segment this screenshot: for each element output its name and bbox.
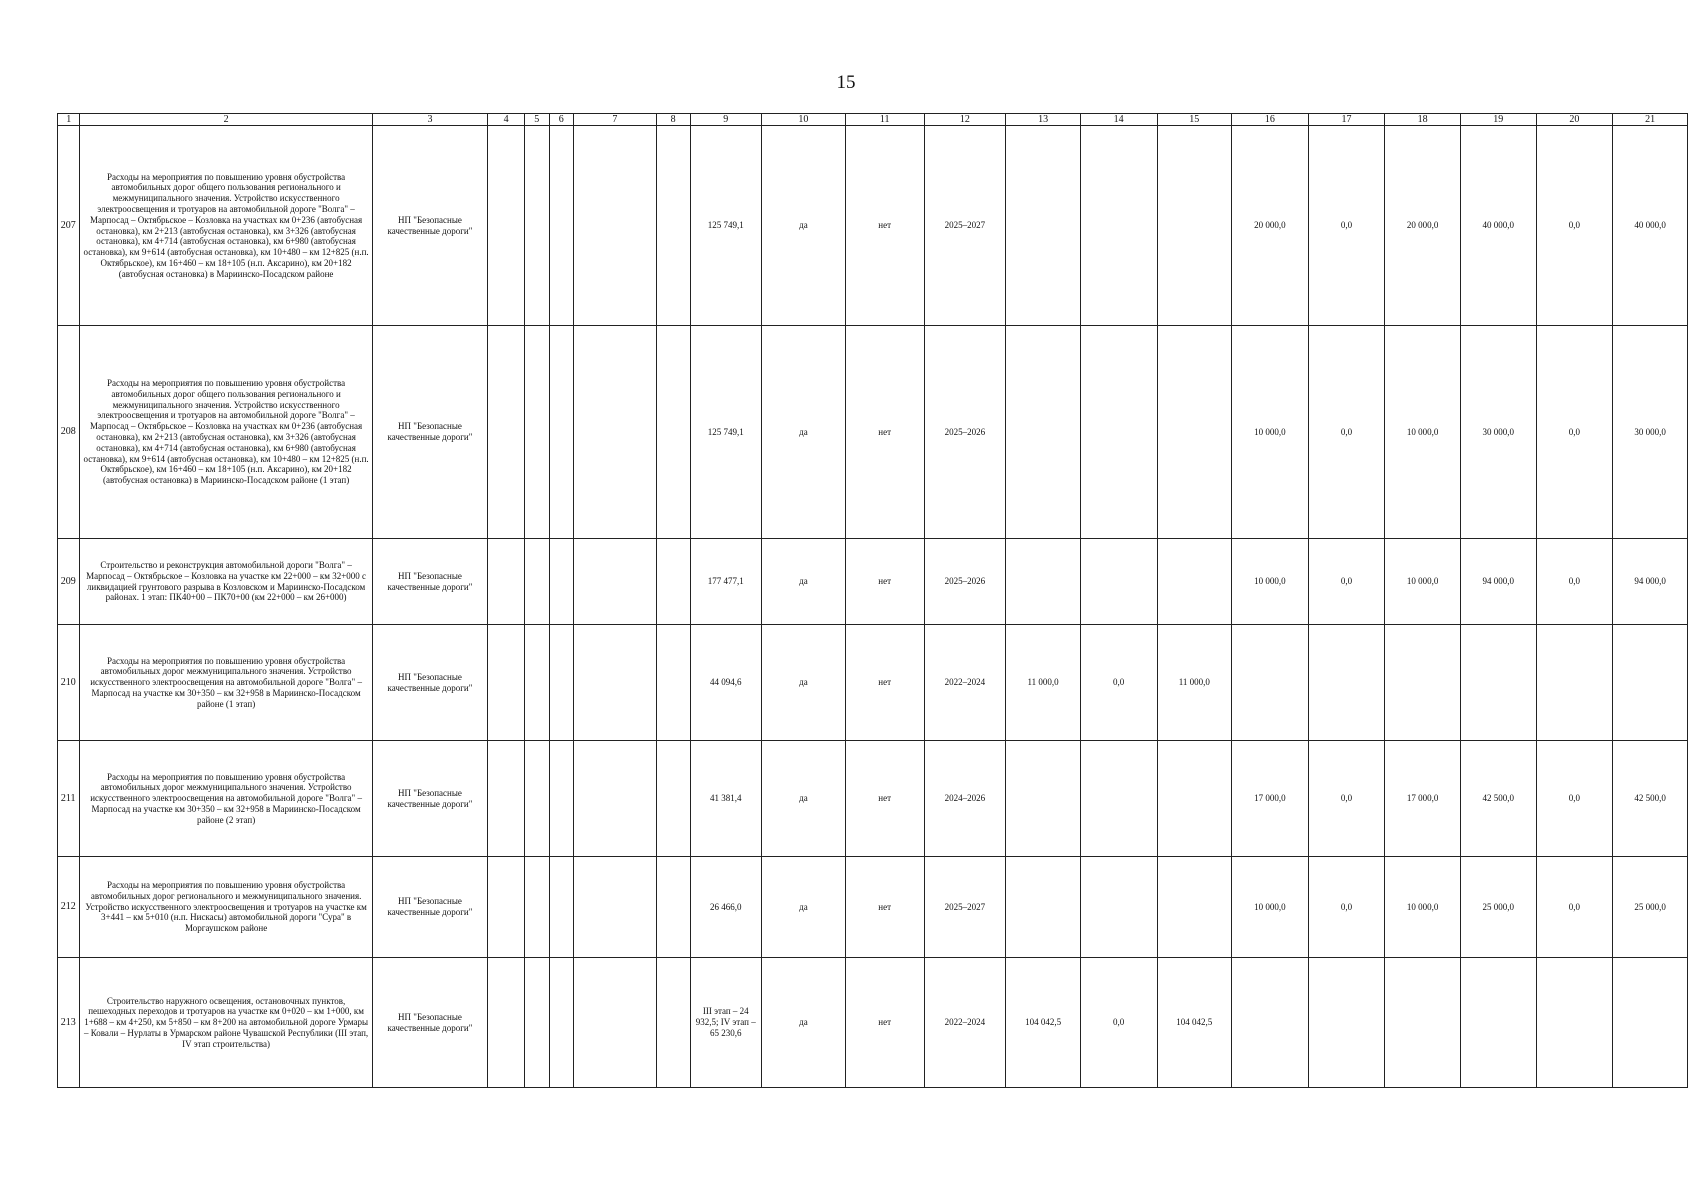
- empty-cell: [574, 625, 657, 741]
- amount-cell: 94 000,0: [1460, 539, 1536, 625]
- empty-cell: [524, 857, 549, 958]
- table-row: [58, 539, 1688, 625]
- empty-cell: [574, 539, 657, 625]
- empty-cell: [574, 741, 657, 857]
- amount-cell: [1613, 625, 1688, 741]
- empty-cell: [488, 539, 525, 625]
- column-number-cell: 13: [1006, 114, 1081, 126]
- amount-cell: 40 000,0: [1460, 126, 1536, 326]
- period-cell: 2025–2026: [924, 326, 1006, 539]
- column-number-cell: 4: [488, 114, 525, 126]
- empty-cell: [549, 326, 574, 539]
- column-number-cell: 11: [845, 114, 924, 126]
- column-number-cell: 6: [549, 114, 574, 126]
- amount-cell: [1613, 958, 1688, 1088]
- amount-cell: 20 000,0: [1385, 126, 1461, 326]
- flag-no-cell: нет: [845, 326, 924, 539]
- table-row: [58, 625, 1688, 741]
- column-number-cell: 18: [1385, 114, 1461, 126]
- amount-cell: [1308, 625, 1385, 741]
- column-number-cell: 3: [372, 114, 487, 126]
- amount-cell: 0,0: [1536, 539, 1613, 625]
- flag-yes-cell: да: [762, 625, 846, 741]
- amount-cell: [1536, 625, 1613, 741]
- estimated-cost-cell: 177 477,1: [690, 539, 762, 625]
- column-number-cell: 7: [574, 114, 657, 126]
- row-number: 212: [58, 857, 80, 958]
- table-row: [58, 126, 1688, 326]
- measure-description: Расходы на мероприятия по повышению уровня обустройства автомобильных дорог общего пользования регионального и межмуниципального значения. Устройство искусственного электроосвещения и тротуаров на автомобильной дороге "Волга" – Марпосад – Октябрьское – Козловка на участках км 0+236 (автобусная остановка), км 2+213 (автобусная остановка), км 3+326 (автобусная остановка), км 4+714 (автобусная остановка), км 6+980 (автобусная остановка), км 9+614 (автобусная остановка), км 10+480 – км 12+825 (н.п. Октябрьское), км 16+460 – км 18+105 (н.п. Аксарино), км 20+182 (автобусная остановка) в Мариинско-Посадском районе (1 этап): [80, 326, 372, 539]
- amount-cell: [1157, 326, 1232, 539]
- project-name: НП "Безопасные качественные дороги": [372, 326, 487, 539]
- flag-no-cell: нет: [845, 539, 924, 625]
- measure-description: Расходы на мероприятия по повышению уровня обустройства автомобильных дорог межмуниципального значения. Устройство искусственного электроосвещения на автомобильной дороге "Волга" – Марпосад на участке км 30+350 – км 32+958 в Мариинско-Посадском районе (2 этап): [80, 741, 372, 857]
- page-number: 15: [836, 72, 856, 93]
- column-number-cell: 20: [1536, 114, 1613, 126]
- estimated-cost-cell: 26 466,0: [690, 857, 762, 958]
- flag-yes-cell: да: [762, 539, 846, 625]
- column-number-cell: 2: [80, 114, 372, 126]
- amount-cell: [1080, 741, 1157, 857]
- estimated-cost-cell: 125 749,1: [690, 326, 762, 539]
- measure-description: Строительство наружного освещения, остановочных пунктов, пешеходных переходов и тротуаров на участке км 0+020 – км 1+000, км 1+688 – км 4+250, км 5+850 – км 8+200 на автомобильной дороге Урмары – Ковали – Нурлаты в Урмарском районе Чувашской Республики (III этап, IV этап строительства): [80, 958, 372, 1088]
- empty-cell: [488, 625, 525, 741]
- row-number: 209: [58, 539, 80, 625]
- column-number-cell: 1: [58, 114, 80, 126]
- empty-cell: [524, 326, 549, 539]
- flag-yes-cell: да: [762, 126, 846, 326]
- column-number-cell: 5: [524, 114, 549, 126]
- amount-cell: 11 000,0: [1006, 625, 1081, 741]
- empty-cell: [524, 741, 549, 857]
- row-number: 213: [58, 958, 80, 1088]
- period-cell: 2025–2026: [924, 539, 1006, 625]
- amount-cell: 30 000,0: [1613, 326, 1688, 539]
- empty-cell: [549, 741, 574, 857]
- empty-cell: [549, 958, 574, 1088]
- flag-yes-cell: да: [762, 857, 846, 958]
- amount-cell: [1460, 958, 1536, 1088]
- empty-cell: [656, 741, 690, 857]
- amount-cell: [1308, 958, 1385, 1088]
- empty-cell: [656, 857, 690, 958]
- estimated-cost-cell: III этап – 24 932,5; IV этап – 65 230,6: [690, 958, 762, 1088]
- empty-cell: [524, 625, 549, 741]
- estimated-cost-cell: 44 094,6: [690, 625, 762, 741]
- amount-cell: 20 000,0: [1232, 126, 1309, 326]
- row-number: 210: [58, 625, 80, 741]
- measure-description: Расходы на мероприятия по повышению уровня обустройства автомобильных дорог общего пользования регионального и межмуниципального значения. Устройство искусственного электроосвещения и тротуаров на автомобильной дороге "Волга" – Марпосад – Октябрьское – Козловка на участках км 0+236 (автобусная остановка), км 2+213 (автобусная остановка), км 3+326 (автобусная остановка), км 4+714 (автобусная остановка), км 6+980 (автобусная остановка), км 9+614 (автобусная остановка), км 10+480 – км 12+825 (н.п. Октябрьское), км 16+460 – км 18+105 (н.п. Аксарино), км 20+182 (автобусная остановка) в Мариинско-Посадском районе: [80, 126, 372, 326]
- amount-cell: [1157, 741, 1232, 857]
- amount-cell: 17 000,0: [1385, 741, 1461, 857]
- amount-cell: 17 000,0: [1232, 741, 1309, 857]
- empty-cell: [524, 958, 549, 1088]
- empty-cell: [488, 326, 525, 539]
- estimated-cost-cell: 125 749,1: [690, 126, 762, 326]
- amount-cell: [1006, 326, 1081, 539]
- flag-no-cell: нет: [845, 857, 924, 958]
- amount-cell: 25 000,0: [1613, 857, 1688, 958]
- amount-cell: [1232, 958, 1309, 1088]
- empty-cell: [488, 126, 525, 326]
- period-cell: 2025–2027: [924, 126, 1006, 326]
- amount-cell: 10 000,0: [1232, 326, 1309, 539]
- amount-cell: 40 000,0: [1613, 126, 1688, 326]
- table-row: [58, 741, 1688, 857]
- empty-cell: [549, 539, 574, 625]
- flag-yes-cell: да: [762, 958, 846, 1088]
- empty-cell: [656, 126, 690, 326]
- amount-cell: 11 000,0: [1157, 625, 1232, 741]
- amount-cell: [1080, 126, 1157, 326]
- empty-cell: [574, 958, 657, 1088]
- amount-cell: [1080, 326, 1157, 539]
- period-cell: 2022–2024: [924, 625, 1006, 741]
- flag-yes-cell: да: [762, 741, 846, 857]
- amount-cell: [1232, 625, 1309, 741]
- column-number-header: [58, 114, 1688, 126]
- amount-cell: 0,0: [1308, 741, 1385, 857]
- empty-cell: [656, 625, 690, 741]
- measure-description: Расходы на мероприятия по повышению уровня обустройства автомобильных дорог межмуниципального значения. Устройство искусственного электроосвещения на автомобильной дороге "Волга" – Марпосад на участке км 30+350 – км 32+958 в Мариинско-Посадском районе (1 этап): [80, 625, 372, 741]
- empty-cell: [574, 857, 657, 958]
- empty-cell: [656, 958, 690, 1088]
- column-number-cell: 12: [924, 114, 1006, 126]
- flag-no-cell: нет: [845, 625, 924, 741]
- project-name: НП "Безопасные качественные дороги": [372, 625, 487, 741]
- amount-cell: 0,0: [1080, 625, 1157, 741]
- column-number-cell: 19: [1460, 114, 1536, 126]
- estimated-cost-cell: 41 381,4: [690, 741, 762, 857]
- empty-cell: [574, 126, 657, 326]
- column-number-cell: 14: [1080, 114, 1157, 126]
- empty-cell: [488, 741, 525, 857]
- amount-cell: 0,0: [1536, 126, 1613, 326]
- amount-cell: 10 000,0: [1385, 326, 1461, 539]
- flag-no-cell: нет: [845, 741, 924, 857]
- amount-cell: 25 000,0: [1460, 857, 1536, 958]
- amount-cell: [1536, 958, 1613, 1088]
- period-cell: 2022–2024: [924, 958, 1006, 1088]
- flag-no-cell: нет: [845, 126, 924, 326]
- amount-cell: 0,0: [1308, 326, 1385, 539]
- amount-cell: [1006, 857, 1081, 958]
- column-number-cell: 16: [1232, 114, 1309, 126]
- amount-cell: 10 000,0: [1385, 857, 1461, 958]
- project-name: НП "Безопасные качественные дороги": [372, 539, 487, 625]
- column-number-cell: 8: [656, 114, 690, 126]
- empty-cell: [488, 857, 525, 958]
- amount-cell: [1080, 857, 1157, 958]
- project-name: НП "Безопасные качественные дороги": [372, 958, 487, 1088]
- amount-cell: 0,0: [1536, 857, 1613, 958]
- project-name: НП "Безопасные качественные дороги": [372, 741, 487, 857]
- amount-cell: [1080, 539, 1157, 625]
- empty-cell: [524, 539, 549, 625]
- row-number: 207: [58, 126, 80, 326]
- column-number-cell: 21: [1613, 114, 1688, 126]
- amount-cell: 0,0: [1080, 958, 1157, 1088]
- amount-cell: [1157, 857, 1232, 958]
- amount-cell: 10 000,0: [1232, 539, 1309, 625]
- amount-cell: 94 000,0: [1613, 539, 1688, 625]
- amount-cell: 0,0: [1308, 857, 1385, 958]
- empty-cell: [549, 857, 574, 958]
- amount-cell: [1006, 539, 1081, 625]
- amount-cell: 10 000,0: [1232, 857, 1309, 958]
- period-cell: 2025–2027: [924, 857, 1006, 958]
- amount-cell: 104 042,5: [1157, 958, 1232, 1088]
- amount-cell: [1006, 741, 1081, 857]
- row-number: 208: [58, 326, 80, 539]
- table-row: [58, 326, 1688, 539]
- amount-cell: 42 500,0: [1460, 741, 1536, 857]
- column-number-cell: 9: [690, 114, 762, 126]
- amount-cell: 42 500,0: [1613, 741, 1688, 857]
- empty-cell: [524, 126, 549, 326]
- amount-cell: 104 042,5: [1006, 958, 1081, 1088]
- program-table: [57, 113, 1688, 1088]
- empty-cell: [549, 625, 574, 741]
- period-cell: 2024–2026: [924, 741, 1006, 857]
- measure-description: Расходы на мероприятия по повышению уровня обустройства автомобильных дорог регионального и межмуниципального значения. Устройство искусственного электроосвещения и тротуаров на участке км 3+441 – км 5+010 (н.п. Нискасы) автомобильной дороги "Сура" в Моргаушском районе: [80, 857, 372, 958]
- flag-no-cell: нет: [845, 958, 924, 1088]
- amount-cell: [1385, 625, 1461, 741]
- amount-cell: 10 000,0: [1385, 539, 1461, 625]
- empty-cell: [488, 958, 525, 1088]
- amount-cell: 0,0: [1308, 126, 1385, 326]
- table-row: [58, 857, 1688, 958]
- project-name: НП "Безопасные качественные дороги": [372, 126, 487, 326]
- project-name: НП "Безопасные качественные дороги": [372, 857, 487, 958]
- empty-cell: [656, 539, 690, 625]
- amount-cell: 30 000,0: [1460, 326, 1536, 539]
- table-row: [58, 958, 1688, 1088]
- amount-cell: 0,0: [1536, 741, 1613, 857]
- measure-description: Строительство и реконструкция автомобильной дороги "Волга" – Марпосад – Октябрьское – Козловка на участке км 22+000 – км 32+000 с ликвидацией грунтового разрыва в Козловском и Мариинско-Посадском районах. 1 этап: ПК40+00 – ПК70+00 (км 22+000 – км 26+000): [80, 539, 372, 625]
- amount-cell: 0,0: [1308, 539, 1385, 625]
- amount-cell: [1460, 625, 1536, 741]
- empty-cell: [656, 326, 690, 539]
- amount-cell: [1157, 539, 1232, 625]
- amount-cell: [1157, 126, 1232, 326]
- empty-cell: [549, 126, 574, 326]
- row-number: 211: [58, 741, 80, 857]
- column-number-cell: 10: [762, 114, 846, 126]
- empty-cell: [574, 326, 657, 539]
- amount-cell: [1385, 958, 1461, 1088]
- flag-yes-cell: да: [762, 326, 846, 539]
- column-number-cell: 15: [1157, 114, 1232, 126]
- amount-cell: 0,0: [1536, 326, 1613, 539]
- column-number-cell: 17: [1308, 114, 1385, 126]
- amount-cell: [1006, 126, 1081, 326]
